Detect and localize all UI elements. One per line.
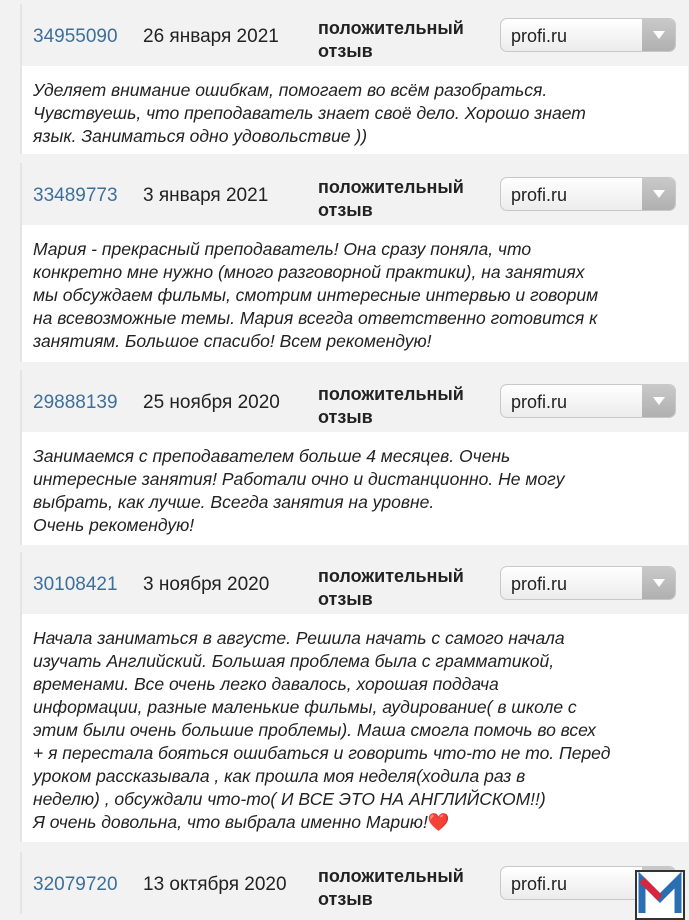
source-select-value: profi.ru xyxy=(511,185,568,205)
review-text: Занимаемся с преподавателем больше 4 месяцев. Очень интересные занятия! Работали очно и дистанционно. Не могу выбрать, как лучше. Всегда занятия на уровне. Очень рекомендую! xyxy=(33,446,565,535)
review-item xyxy=(20,370,688,545)
review-text-block xyxy=(20,66,688,154)
source-select[interactable] xyxy=(500,384,676,418)
review-header xyxy=(20,370,688,432)
source-select[interactable] xyxy=(500,177,676,211)
source-select-value: profi.ru xyxy=(511,874,568,894)
review-text: Уделяет внимание ошибкам, помогает во всём разобраться. Чувствуешь, что преподаватель знает своё дело. Хорошо знает язык. Заниматься одно удовольствие )) xyxy=(33,80,586,146)
review-header xyxy=(20,163,688,225)
review-date: 3 ноября 2020 xyxy=(143,574,270,595)
review-item xyxy=(20,163,688,362)
review-type: положительный отзыв xyxy=(318,177,464,220)
review-date: 13 октября 2020 xyxy=(143,874,287,895)
review-type: положительный отзыв xyxy=(318,566,464,609)
review-text-block xyxy=(20,225,688,362)
chevron-down-icon[interactable] xyxy=(642,385,675,417)
review-header xyxy=(20,852,688,914)
review-date: 26 января 2021 xyxy=(143,26,279,47)
review-text xyxy=(33,627,674,834)
review-id-link[interactable]: 32079720 xyxy=(33,874,118,895)
review-text-content: Начала заниматься в августе. Решила начать с самого начала изучать Английский. Большая проблема была с грамматикой, временами. Все очень легко давалось, хорошая поддача информации, разные маленькие фильмы, аудирование( в школе с этим были очень большие проблемы). Маша смогла помочь во всех + я перестала бояться ошибаться и говорить что-то не то. Перед уроком рассказывала , как прошла моя неделя(ходила раз в неделю) , обсуждали что-то( И ВСЕ ЭТО НА АНГЛИЙСКОМ!!) Я очень довольна, что выбрала именно Марию! xyxy=(33,628,611,832)
source-select-value: profi.ru xyxy=(511,392,568,412)
review-text-block xyxy=(20,614,688,842)
review-item xyxy=(20,852,688,914)
review-item xyxy=(20,4,688,154)
review-item xyxy=(20,552,688,842)
review-id-link[interactable]: 29888139 xyxy=(33,392,118,413)
review-type: положительный отзыв xyxy=(318,866,464,909)
chevron-down-icon[interactable] xyxy=(642,567,675,599)
chevron-down-icon[interactable] xyxy=(642,19,675,51)
review-type: положительный отзыв xyxy=(318,384,464,427)
source-select[interactable] xyxy=(500,566,676,600)
heart-emoji-icon: ❤️ xyxy=(427,812,450,832)
source-select-value: profi.ru xyxy=(511,574,568,594)
review-type: положительный отзыв xyxy=(318,18,464,61)
source-select-value: profi.ru xyxy=(511,26,568,46)
review-header xyxy=(20,4,688,66)
review-header xyxy=(20,552,688,614)
review-id-link[interactable]: 33489773 xyxy=(33,185,118,206)
review-id-link[interactable]: 30108421 xyxy=(33,574,118,595)
source-select[interactable] xyxy=(500,18,676,52)
review-id-link[interactable]: 34955090 xyxy=(33,26,118,47)
review-date: 25 ноября 2020 xyxy=(143,392,280,413)
review-text-block xyxy=(20,432,688,545)
m-logo-icon xyxy=(635,870,685,920)
review-text: Мария - прекрасный преподаватель! Она сразу поняла, что конкретно мне нужно (много разговорной практики), на занятиях мы обсуждаем фильмы, смотрим интересные интервью и говорим на всевозможные темы. Мария всегда ответственно готовится к занятиям. Большое спасибо! Всем рекомендую! xyxy=(33,239,599,351)
review-date: 3 января 2021 xyxy=(143,185,269,206)
chevron-down-icon[interactable] xyxy=(642,178,675,210)
